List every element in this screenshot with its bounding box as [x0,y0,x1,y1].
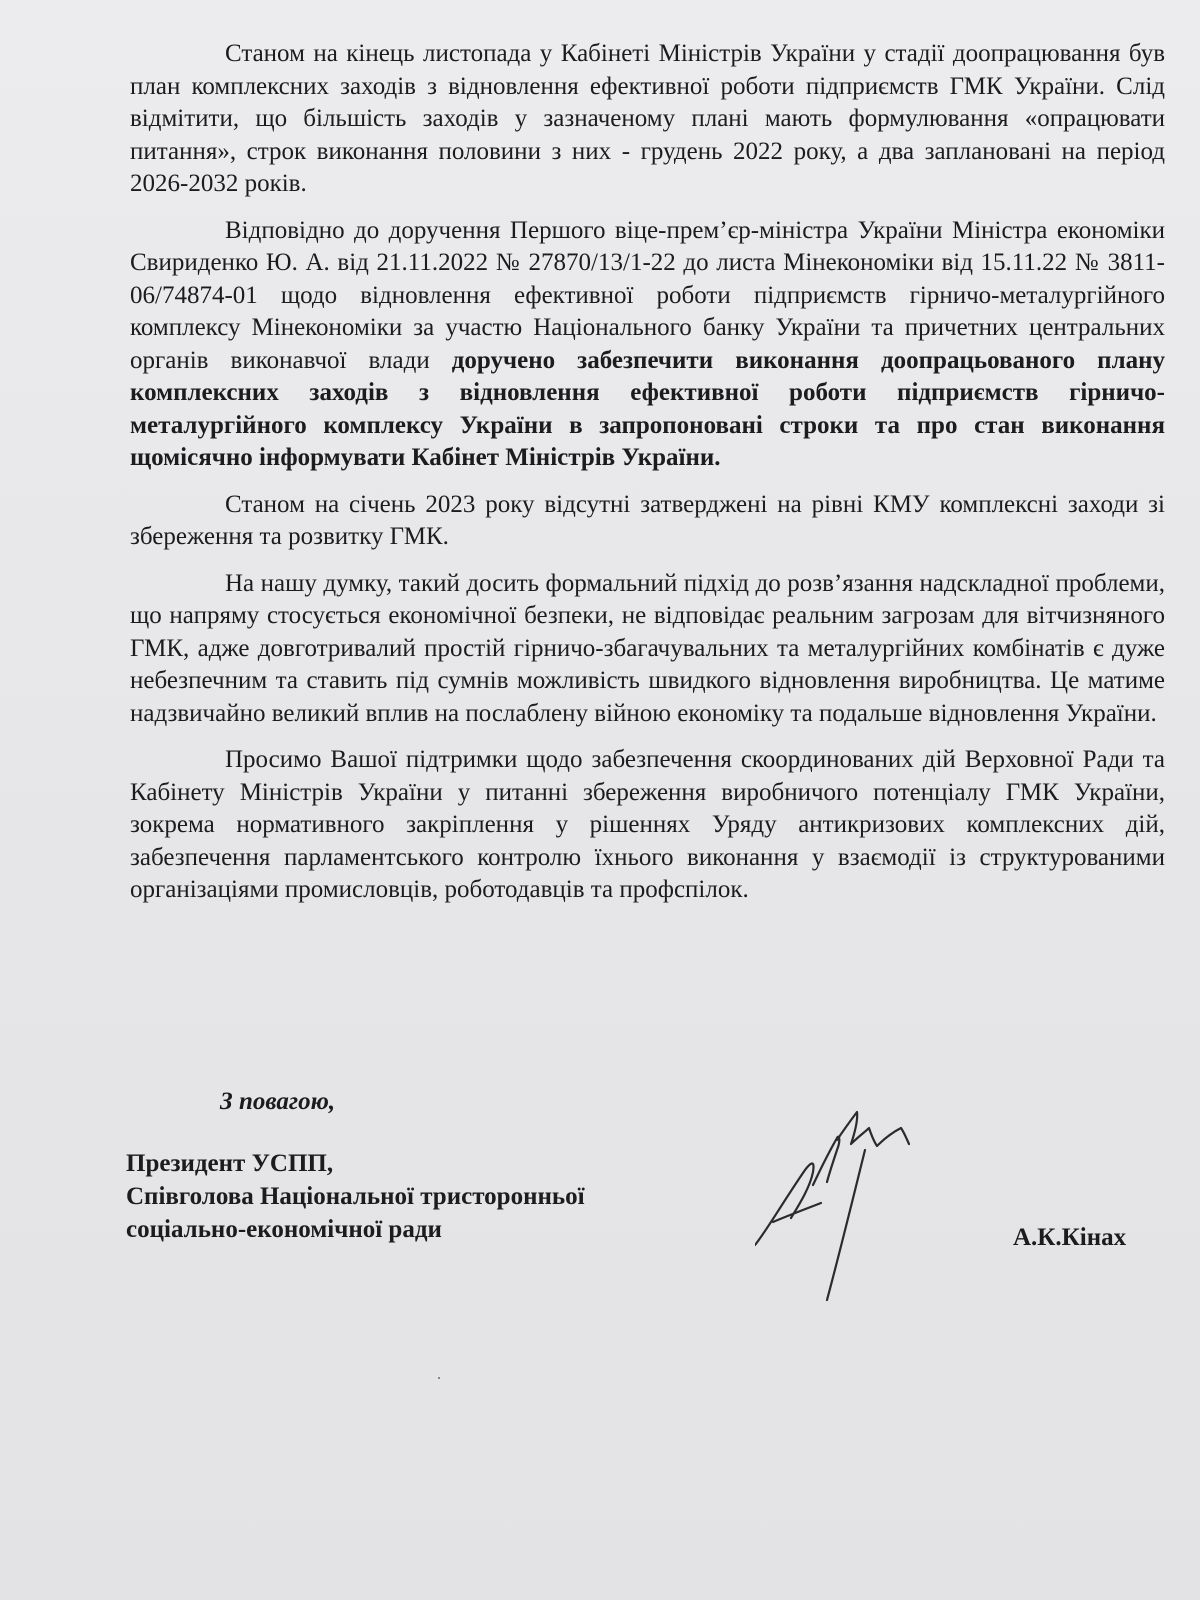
signer-title-line: Співголова Національної тристоронньої [126,1183,585,1210]
paragraph-instruction [130,215,1165,475]
closing-salutation: З повагою, [220,1088,336,1115]
paragraph-text: На нашу думку, такий досить формальний підхід до розв’язання надскладної проблеми, що напряму стосується економічної безпеки, не відповідає реальним загрозам для вітчизняного ГМК, адже довготривалий простій гірничо-збагачувальних та металургійних комбінатів є дуже небезпечним та ставить під сумнів можливість швидкого відновлення виробництва. Це матиме надзвичайно великий вплив на послаблену війною економіку та подальше відновлення України. [130,569,1165,727]
signer-title-line: Президент УСПП, [126,1150,334,1177]
paragraph-bold-text: доручено забезпечити виконання доопрацьованого плану комплексних заходів з відновлення ефективної роботи підприємств гірничо-металургійного комплексу України в запропоновані строки та про стан виконання щомісячно інформувати Кабінет Міністрів України. [130,346,1166,471]
paragraph-text: Станом на січень 2023 року відсутні затверджені на рівні КМУ комплексні заходи зі збереження та розвитку ГМК. [130,490,1165,550]
paragraph-text: Відповідно до доручення Першого віце-прем’єр-міністра України Міністра економіки Свириденко Ю. А. від 21.11.2022 № 27870/13/1-22 до листа Мінекономіки від 15.11.22 № 3811-06/74874-01 щодо відновлення ефективної роботи підприємств гірничо-металургійного комплексу Мінекономіки за участю Національного банку України та причетних центральних органів виконавчої влади [130,216,1165,374]
paragraph-request [130,744,1165,907]
paper-speck [438,1377,440,1379]
signer-title-line: соціально-економічної ради [126,1216,442,1243]
signer-name: А.К.Кінах [1013,1224,1127,1251]
paragraph-text: Станом на кінець листопада у Кабінеті Міністрів України у стадії доопрацювання був план комплексних заходів з відновлення ефективної роботи підприємств ГМК України. Слід відмітити, що більшість заходів у зазначеному плані мають формулювання «опрацювати питання», строк виконання половини з них - грудень 2022 року, а два заплановані на період 2026-2032 років. [130,40,1165,197]
letter-body [130,38,1165,921]
signature-strokes [755,1112,909,1300]
paragraph-opinion [130,568,1165,731]
paragraph-text: Просимо Вашої підтримки щодо забезпечення скоординованих дій Верховної Ради та Кабінету Міністрів України у питанні збереження виробничого потенціалу ГМК України, зокрема нормативного закріплення у рішеннях Уряду антикризових комплексних дій, забезпечення парламентського контролю їхнього виконання у взаємодії із структурованими організаціями промисловців, роботодавців та профспілок. [130,746,1165,903]
paragraph-status-plan [130,38,1165,201]
signer-title-block [126,1147,585,1246]
paragraph-january-status [130,489,1165,554]
handwritten-signature [755,1110,935,1325]
